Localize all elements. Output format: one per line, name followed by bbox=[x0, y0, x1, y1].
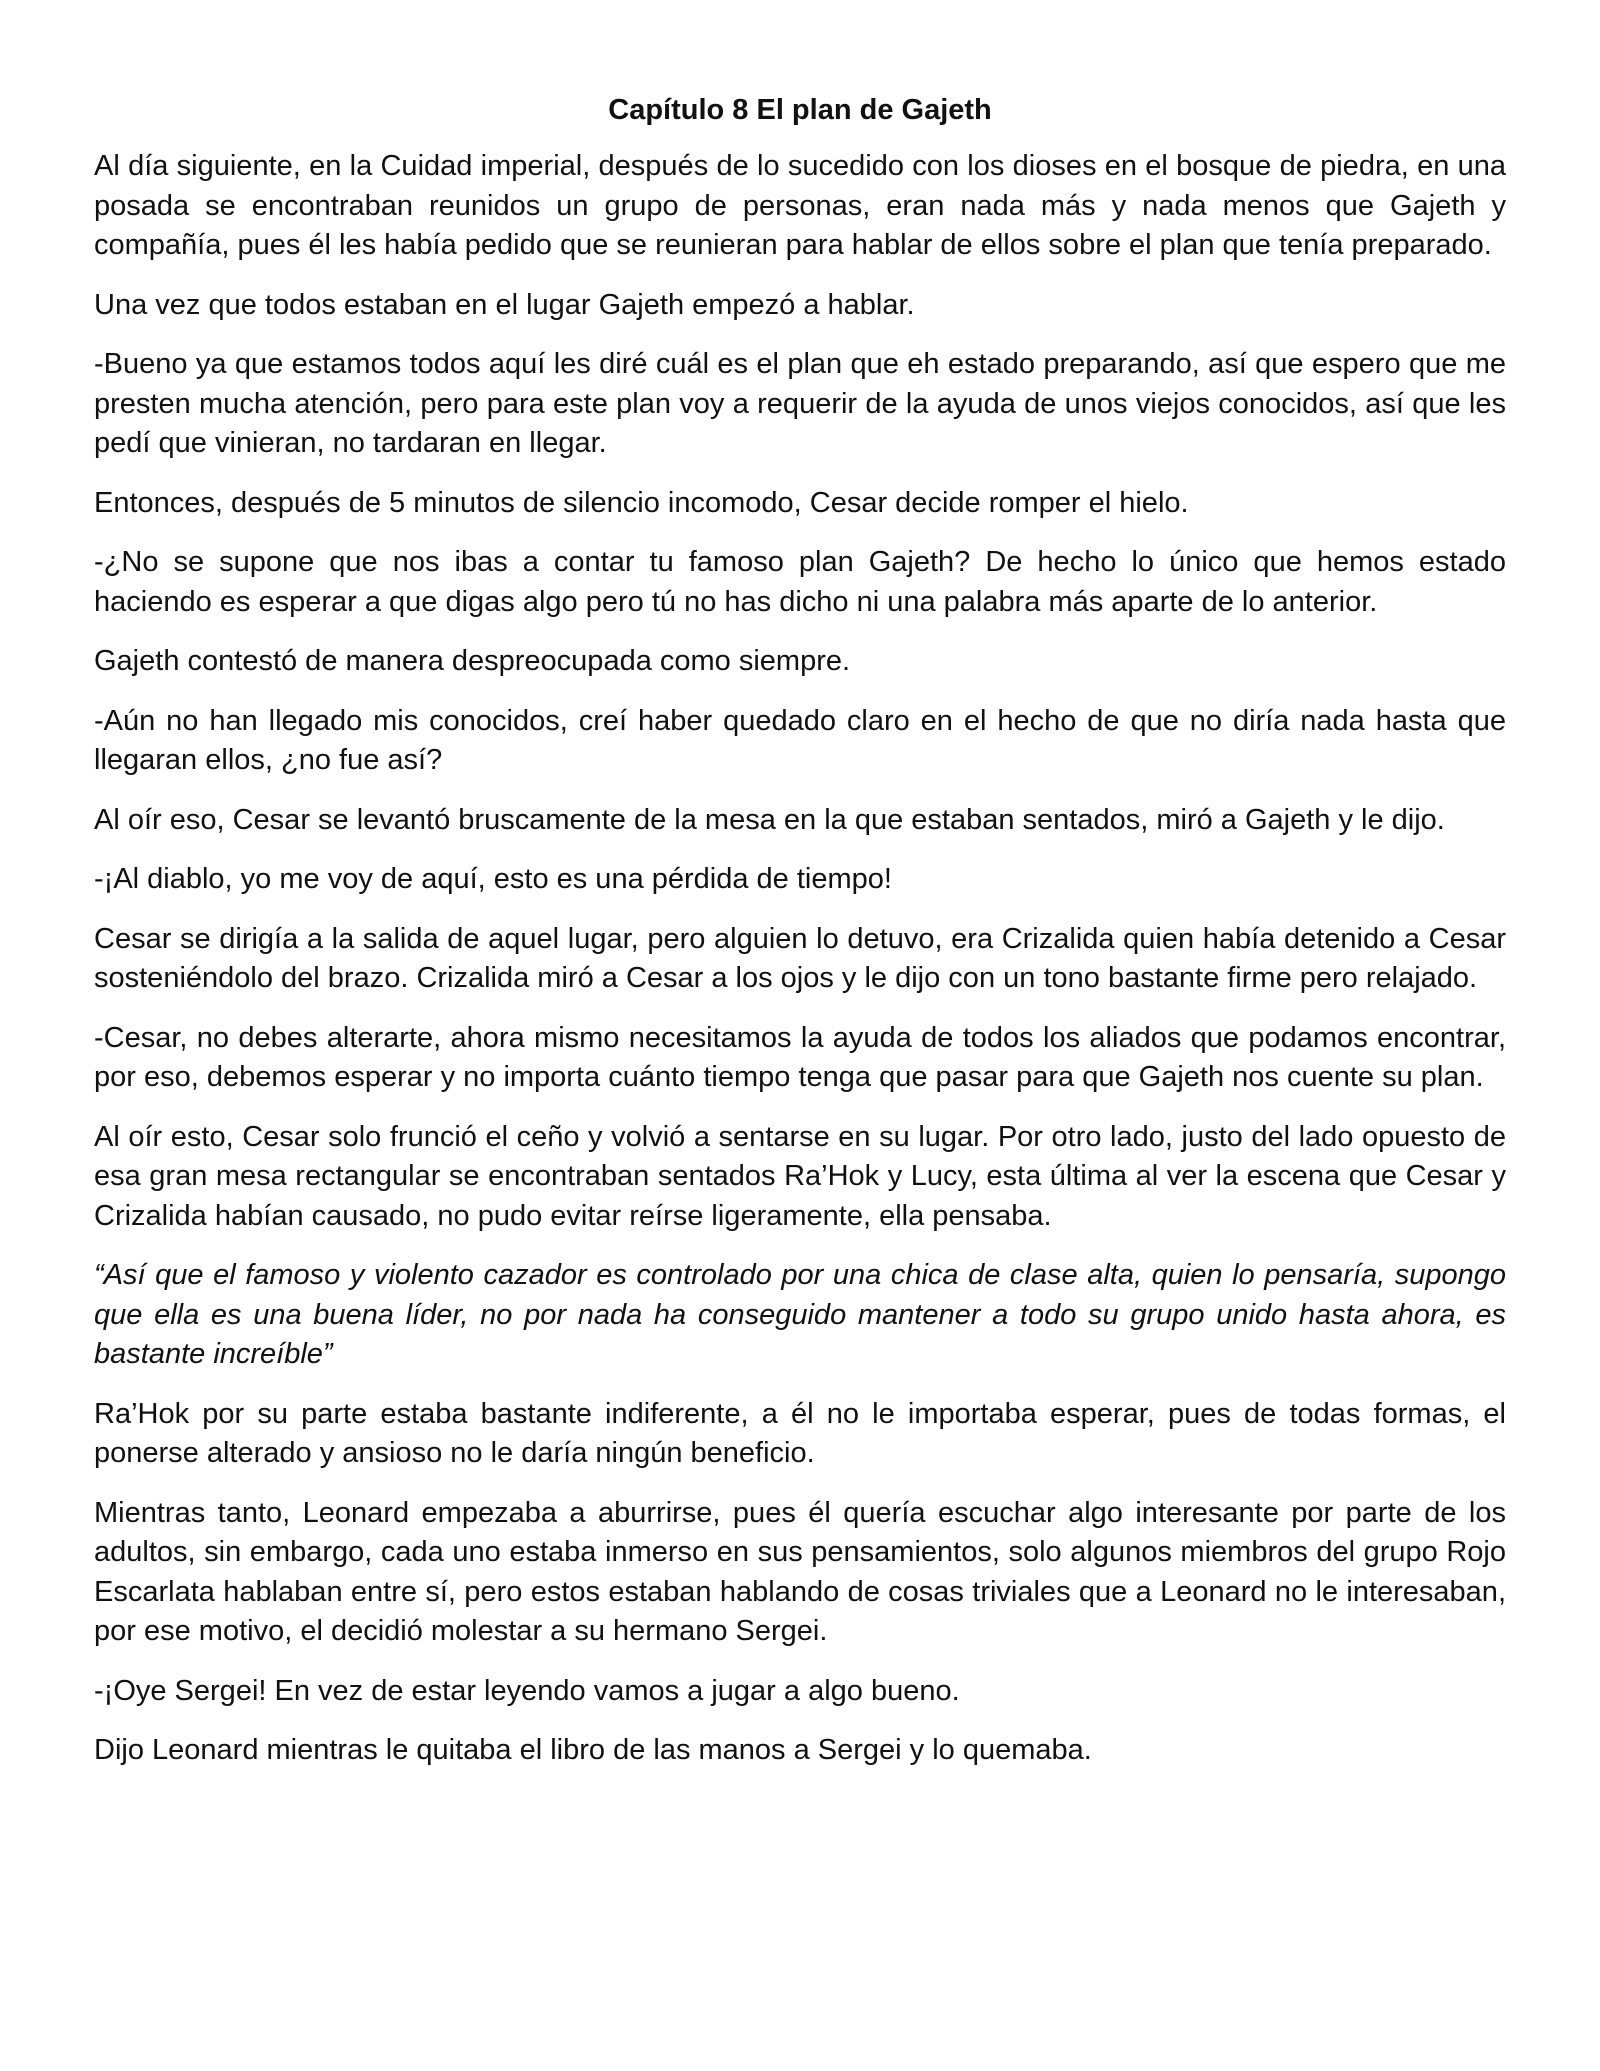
paragraph: Mientras tanto, Leonard empezaba a aburrirse, pues él quería escuchar algo interesante por parte de los adultos, sin embargo, cada uno estaba inmerso en sus pensamientos, solo algunos miembros del grupo Rojo Escarlata hablaban entre sí, pero estos estaban hablando de cosas triviales que a Leonard no le interesaban, por ese motivo, el decidió molestar a su hermano Sergei. bbox=[94, 1496, 1506, 1647]
paragraph: Una vez que todos estaban en el lugar Gajeth empezó a hablar. bbox=[94, 288, 915, 321]
paragraph: Cesar se dirigía a la salida de aquel lugar, pero alguien lo detuvo, era Crizalida quien había detenido a Cesar sosteniéndolo del brazo. Crizalida miró a Cesar a los ojos y le dijo con un tono bastante firme pero relajado. bbox=[94, 922, 1506, 994]
paragraph: -Bueno ya que estamos todos aquí les diré cuál es el plan que eh estado preparando, así que espero que me presten mucha atención, pero para este plan voy a requerir de la ayuda de unos viejos conocidos, así que les pedí que vinieran, no tardaran en llegar. bbox=[94, 348, 1506, 459]
italic-paragraph: “Así que el famoso y violento cazador es controlado por una chica de clase alta, quien lo pensaría, supongo que ella es una buena líder, no por nada ha conseguido mantener a todo su grupo unido hasta ahora, es bastante increíble” bbox=[94, 1259, 1506, 1370]
body-text bbox=[94, 147, 1506, 1771]
paragraph: -Cesar, no debes alterarte, ahora mismo necesitamos la ayuda de todos los aliados que podamos encontrar, por eso, debemos esperar y no importa cuánto tiempo tenga que pasar para que Gajeth nos cuente su plan. bbox=[94, 1021, 1506, 1093]
paragraph: -¡Oye Sergei! En vez de estar leyendo vamos a jugar a algo bueno. bbox=[94, 1674, 960, 1707]
paragraph: Ra’Hok por su parte estaba bastante indiferente, a él no le importaba esperar, pues de todas formas, el ponerse alterado y ansioso no le daría ningún beneficio. bbox=[94, 1397, 1506, 1469]
paragraph: -¿No se supone que nos ibas a contar tu famoso plan Gajeth? De hecho lo único que hemos estado haciendo es esperar a que digas algo pero tú no has dicho ni una palabra más aparte de lo anterior. bbox=[94, 546, 1506, 618]
paragraph: Gajeth contestó de manera despreocupada como siempre. bbox=[94, 645, 851, 677]
paragraph: -Aún no han llegado mis conocidos, creí haber quedado claro en el hecho de que no diría nada hasta que llegaran ellos, ¿no fue así? bbox=[94, 704, 1506, 776]
paragraph: Al oír esto, Cesar solo frunció el ceño y volvió a sentarse en su lugar. Por otro lado, justo del lado opuesto de esa gran mesa rectangular se encontraban sentados Ra’Hok y Lucy, esta última al ver la escena que Cesar y Crizalida habían causado, no pudo evitar reírse ligeramente, ella pensaba. bbox=[94, 1120, 1506, 1232]
paragraph: Al oír eso, Cesar se levantó bruscamente de la mesa en la que estaban sentados, miró a Gajeth y le dijo. bbox=[94, 803, 1445, 836]
paragraph: Al día siguiente, en la Cuidad imperial, después de lo sucedido con los dioses en el bosque de piedra, en una posada se encontraban reunidos un grupo de personas, eran nada más y nada menos que Gajeth y compañía, pues él les había pedido que se reunieran para hablar de ellos sobre el plan que tenía preparado. bbox=[94, 150, 1506, 261]
chapter-title: Capítulo 8 El plan de Gajeth bbox=[608, 94, 992, 126]
document-page bbox=[94, 90, 1506, 1791]
paragraph: Entonces, después de 5 minutos de silencio incomodo, Cesar decide romper el hielo. bbox=[94, 486, 1189, 519]
paragraph: -¡Al diablo, yo me voy de aquí, esto es una pérdida de tiempo! bbox=[94, 863, 892, 895]
paragraph: Dijo Leonard mientras le quitaba el libro de las manos a Sergei y lo quemaba. bbox=[94, 1734, 1092, 1766]
